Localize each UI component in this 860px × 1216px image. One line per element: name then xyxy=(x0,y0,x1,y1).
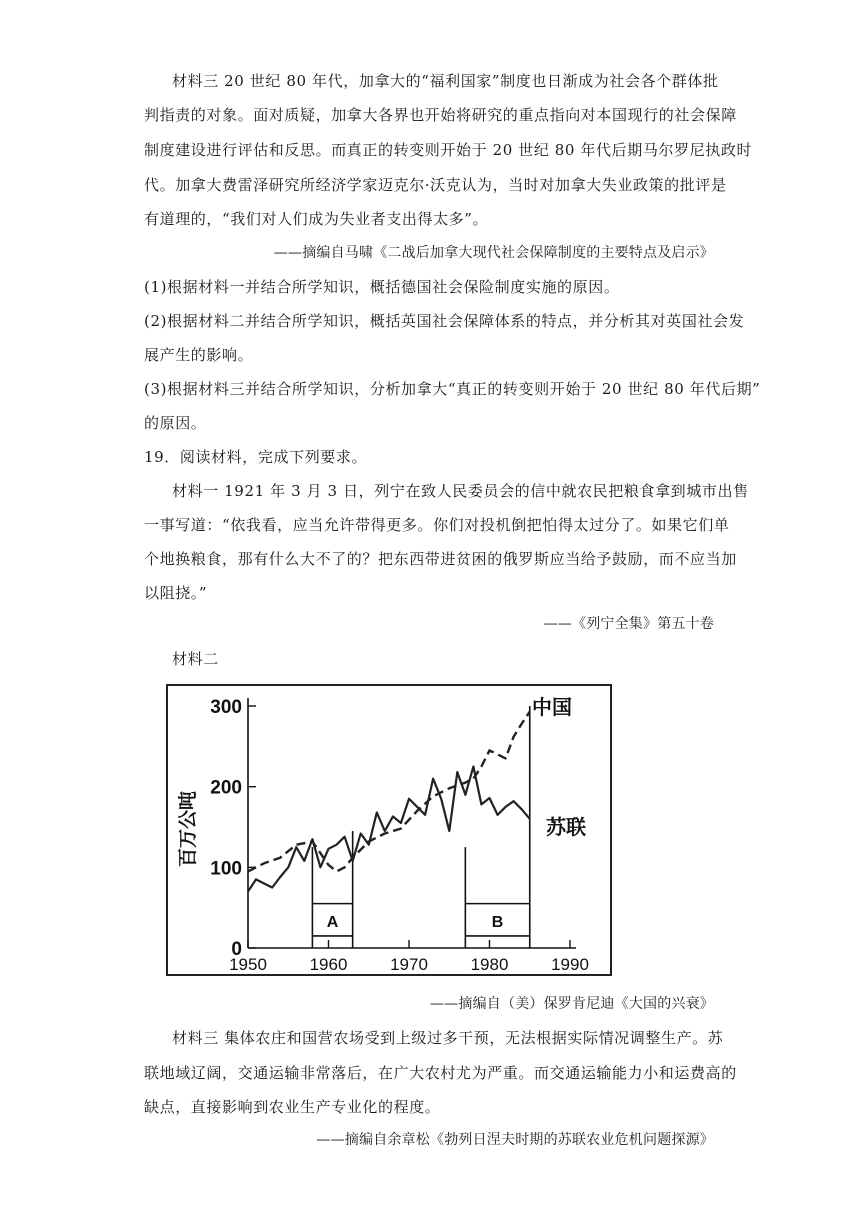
y-axis-label: 百万公吨 xyxy=(178,790,199,867)
y-tick-label: 200 xyxy=(210,777,242,799)
y-tick-label: 0 xyxy=(231,939,242,960)
series-label-china: 中国 xyxy=(532,697,572,719)
canada-material-source: ——摘编自马啸《二战后加拿大现代社会保障制度的主要特点及启示》 xyxy=(273,245,714,261)
series-label-ussr: 苏联 xyxy=(546,817,586,839)
lenin-material-line-2: 一事写道：“依我看，应当允许带得更多。你们对投机倒把怕得太过分了。如果它们单 xyxy=(144,516,730,534)
question-1: (1)根据材料一并结合所学知识，概括德国社会保险制度实施的原因。 xyxy=(144,278,620,296)
chart-source: ——摘编自（美）保罗肯尼迪《大国的兴衰》 xyxy=(430,996,714,1012)
ussr-material-line-2: 联地域辽阔，交通运输非常落后，在广大农村尤为严重。而交通运输能力小和运费高的 xyxy=(144,1064,737,1082)
lenin-material-line-1: 材料一 1921 年 3 月 3 日，列宁在致人民委员会的信中就农民把粮食拿到城市出售 xyxy=(172,482,749,500)
box-label-A: A xyxy=(326,913,339,931)
canada-material-line-1: 材料三 20 世纪 80 年代，加拿大的“福利国家”制度也日渐成为社会各个群体批 xyxy=(172,72,719,90)
x-tick-label: 1990 xyxy=(551,955,589,974)
x-tick-label: 1970 xyxy=(390,955,428,974)
ussr-material-source: ——摘编自余章松《勃列日涅夫时期的苏联农业危机问题探源》 xyxy=(316,1132,714,1148)
question-2-line-2: 展产生的影响。 xyxy=(144,346,254,364)
grain-production-chart xyxy=(166,684,612,976)
lenin-material-source: ——《列宁全集》第五十卷 xyxy=(543,616,714,632)
box-label-B: B xyxy=(491,913,504,931)
lenin-material-line-4: 以阻挠。” xyxy=(144,584,208,602)
y-tick-label: 100 xyxy=(210,858,242,880)
ussr-material-line-3: 缺点，直接影响到农业生产专业化的程度。 xyxy=(144,1098,441,1116)
question-19-heading: 19．阅读材料，完成下列要求。 xyxy=(144,448,368,466)
question-2-line-1: (2)根据材料二并结合所学知识，概括英国社会保障体系的特点，并分析其对英国社会发 xyxy=(144,312,745,330)
lenin-material-line-3: 个地换粮食，那有什么大不了的？把东西带进贫困的俄罗斯应当给予鼓励，而不应当加 xyxy=(144,550,737,568)
canada-material-line-4: 代。加拿大费雷泽研究所经济学家迈克尔·沃克认为，当时对加拿大失业政策的批评是 xyxy=(144,176,727,194)
ussr-material-line-1: 材料三 集体农庄和国营农场受到上级过多干预，无法根据实际情况调整生产。苏 xyxy=(172,1029,724,1047)
canada-material-line-5: 有道理的，“我们对人们成为失业者支出得太多”。 xyxy=(144,210,489,228)
question-3-line-1: (3)根据材料三并结合所学知识，分析加拿大“真正的转变则开始于 20 世纪 80 年代后期” xyxy=(144,380,761,398)
canada-material-line-2: 判指责的对象。面对质疑，加拿大各界也开始将研究的重点指向对本国现行的社会保障 xyxy=(144,106,737,124)
x-tick-label: 1980 xyxy=(470,955,509,974)
x-tick-label: 1950 xyxy=(229,955,267,974)
x-tick-label: 1960 xyxy=(309,955,348,974)
material-2-label: 材料二 xyxy=(172,650,219,668)
y-tick-label: 300 xyxy=(210,697,242,718)
question-3-line-2: 的原因。 xyxy=(144,414,207,432)
canada-material-line-3: 制度建设进行评估和反思。而真正的转变则开始于 20 世纪 80 年代后期马尔罗尼执政时 xyxy=(144,141,753,159)
chart-frame xyxy=(167,685,611,975)
